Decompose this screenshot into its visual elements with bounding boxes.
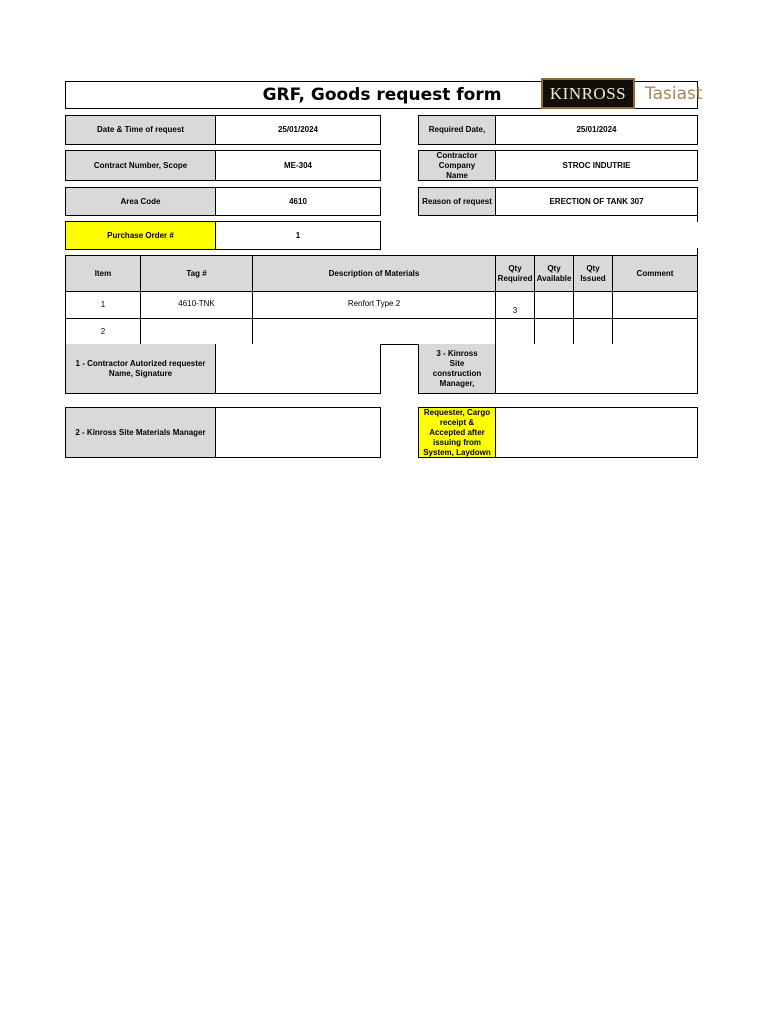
- purchase-order-label: Purchase Order #: [65, 221, 216, 250]
- column-header-qty-required: Qty Required: [495, 255, 535, 292]
- cargo-receipt-field[interactable]: [495, 407, 698, 458]
- form-title: GRF, Goods request form: [262, 85, 502, 105]
- tasiast-logo-text: Tasiast: [645, 83, 703, 104]
- purchase-order-field[interactable]: 1: [215, 221, 381, 250]
- column-header-qty-available: Qty Available: [534, 255, 574, 292]
- column-header-item: Item: [65, 255, 141, 292]
- column-header-description: Description of Materials: [252, 255, 496, 292]
- table-row-2-description[interactable]: [252, 318, 496, 345]
- kinross-logo: [541, 78, 635, 109]
- table-row-2-tag[interactable]: [140, 318, 253, 345]
- reason-label: Reason of request: [418, 187, 496, 216]
- contractor-requester-signature-field[interactable]: [215, 344, 381, 394]
- table-row-1-tag[interactable]: 4610-TNK: [140, 291, 253, 319]
- table-row-2-qty-available[interactable]: [534, 318, 574, 345]
- contractor-company-field[interactable]: STROC INDUTRIE: [495, 150, 698, 181]
- logo-text: KINROSS: [549, 83, 627, 103]
- contractor-company-label: Contractor Company Name: [418, 150, 496, 181]
- table-row-1-description[interactable]: Renfort Type 2: [252, 291, 496, 319]
- area-code-field[interactable]: 4610: [215, 187, 381, 216]
- right-edge-tick: [697, 215, 698, 222]
- table-row-1-comment[interactable]: [612, 291, 698, 319]
- site-construction-manager-label: 3 - Kinross Site construction Manager,: [418, 344, 496, 394]
- column-header-comment: Comment: [612, 255, 698, 292]
- table-row-1-qty-issued[interactable]: [573, 291, 613, 319]
- site-materials-manager-field[interactable]: [215, 407, 381, 458]
- site-construction-manager-field[interactable]: [495, 344, 698, 394]
- reason-field[interactable]: ERECTION OF TANK 307: [495, 187, 698, 216]
- table-row-2-qty-issued[interactable]: [573, 318, 613, 345]
- area-code-label: Area Code: [65, 187, 216, 216]
- table-row-1-qty-required[interactable]: 3: [495, 291, 535, 319]
- table-row-2-comment[interactable]: [612, 318, 698, 345]
- table-row-2-qty-required[interactable]: [495, 318, 535, 345]
- required-date-field[interactable]: 25/01/2024: [495, 115, 698, 145]
- table-row-1-item: 1: [65, 291, 141, 319]
- site-materials-manager-label: 2 - Kinross Site Materials Manager: [65, 407, 216, 458]
- right-edge-tick: [697, 248, 698, 255]
- date-time-label: Date & Time of request: [65, 115, 216, 145]
- cargo-receipt-label: Requester, Cargo receipt & Accepted after issuing from System, Laydown: [418, 407, 496, 458]
- required-date-label: Required Date,: [418, 115, 496, 145]
- table-row-2-item: 2: [65, 318, 141, 345]
- column-header-qty-issued: Qty Issued: [573, 255, 613, 292]
- table-row-1-qty-available[interactable]: [534, 291, 574, 319]
- contract-number-field[interactable]: ME-304: [215, 150, 381, 181]
- contract-number-label: Contract Number, Scope: [65, 150, 216, 181]
- date-time-field[interactable]: 25/01/2024: [215, 115, 381, 145]
- contractor-requester-signature-label: 1 - Contractor Autorized requester Name, Signature: [65, 344, 216, 394]
- column-header-tag: Tag #: [140, 255, 253, 292]
